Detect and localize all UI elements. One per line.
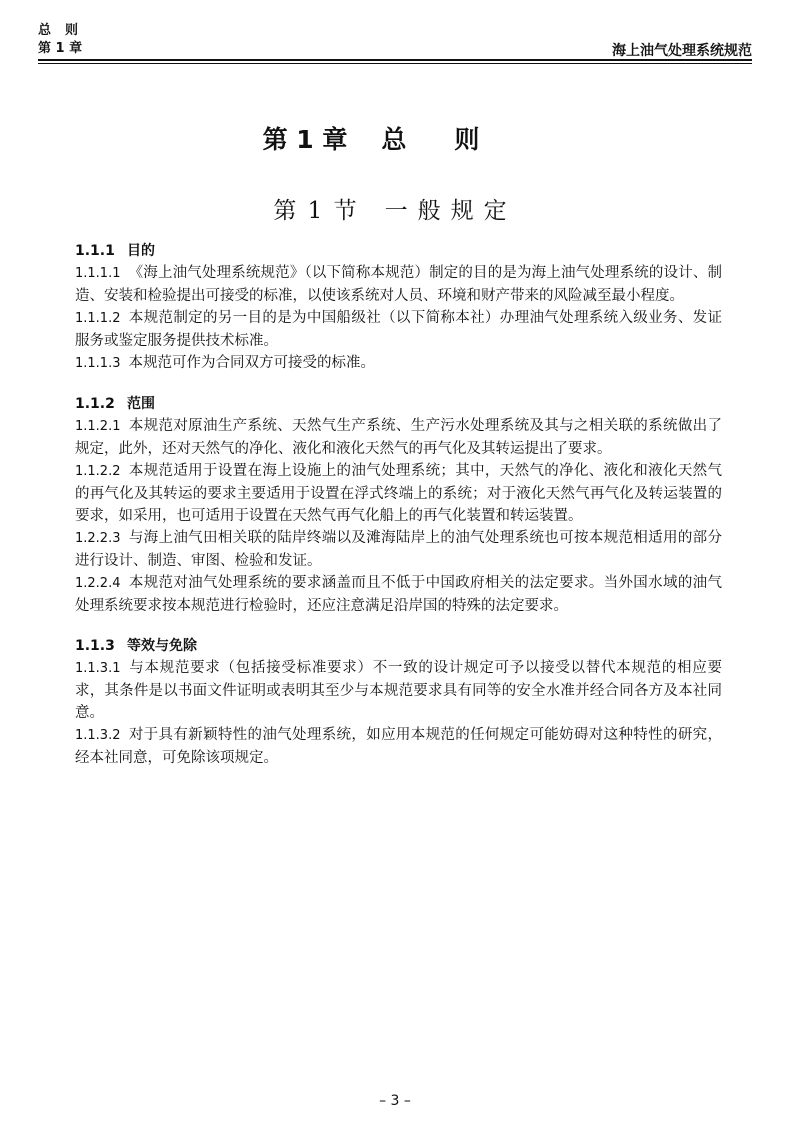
paragraph	[75, 572, 722, 617]
paragraph-text: 本规范可作为合同双方可接受的标准。	[128, 355, 375, 371]
page-number: – 3 –	[379, 1093, 411, 1109]
section-number: 第 1 节	[273, 198, 359, 224]
clause-title: 目的	[127, 243, 155, 259]
paragraph	[75, 460, 722, 527]
header-chapter-name: 总则	[38, 23, 93, 38]
paragraph-text: 本规范对原油生产系统、天然气生产系统、生产污水处理系统及其与之相关联的系统做出了规定，此外，还对天然气的净化、液化和液化天然气的再气化及其转运提出了要求。	[75, 418, 722, 457]
paragraph-text: 《海上油气处理系统规范》（以下简称本规范）制定的目的是为海上油气处理系统的设计、制造、安装和检验提出可接受的标准，以使该系统对人员、环境和财产带来的风险减至最小程度。	[75, 265, 722, 304]
header-rule-thick	[38, 59, 752, 61]
chapter-number: 第 1 章	[262, 125, 348, 154]
paragraph-number: 1.1.2.2	[75, 464, 121, 479]
paragraph	[75, 527, 722, 572]
body-content	[75, 240, 722, 769]
paragraph-number: 1.1.1.1	[75, 266, 121, 281]
paragraph-number: 1.1.1.3	[75, 356, 121, 371]
header-document-title: 海上油气处理系统规范	[612, 43, 752, 59]
paragraph-number: 1.1.2.1	[75, 419, 121, 434]
paragraph-text: 本规范对油气处理系统的要求涵盖而且不低于中国政府相关的法定要求。当外国水域的油气处理系统要求按本规范进行检验时，还应注意满足沿岸国的特殊的法定要求。	[75, 575, 722, 614]
header-rule-thin	[38, 63, 752, 64]
paragraph	[75, 415, 722, 460]
clause-heading	[75, 635, 722, 657]
paragraph-number: 1.2.2.4	[75, 576, 121, 591]
paragraph-number: 1.1.1.2	[75, 311, 121, 326]
clause-number: 1.1.3	[75, 638, 115, 654]
paragraph-number: 1.1.3.2	[75, 728, 121, 743]
clause-heading	[75, 240, 722, 262]
paragraph	[75, 262, 722, 307]
paragraph	[75, 657, 722, 724]
header-chapter-info	[38, 22, 92, 58]
paragraph	[75, 352, 722, 375]
paragraph-text: 与海上油气田相关联的陆岸终端以及滩海陆岸上的油气处理系统也可按本规范相适用的部分进行设计、制造、审图、检验和发证。	[75, 530, 722, 569]
chapter-name: 总则	[381, 125, 528, 154]
clause-heading	[75, 393, 722, 415]
clause-number: 1.1.2	[75, 396, 115, 412]
paragraph-number: 1.2.2.3	[75, 531, 121, 546]
running-header	[38, 20, 752, 62]
section-title	[0, 192, 790, 225]
paragraph-number: 1.1.3.1	[75, 661, 121, 676]
section-name: 一般规定	[384, 198, 517, 224]
paragraph	[75, 724, 722, 769]
chapter-title	[0, 120, 790, 156]
header-chapter-number: 第 1 章	[38, 41, 83, 56]
paragraph-text: 与本规范要求（包括接受标准要求）不一致的设计规定可予以接受以替代本规范的相应要求，其条件是以书面文件证明或表明其至少与本规范要求具有同等的安全水准并经合同各方及本社同意。	[75, 660, 722, 721]
clause-title: 范围	[127, 396, 155, 412]
paragraph	[75, 307, 722, 352]
paragraph-text: 本规范制定的另一目的是为中国船级社（以下简称本社）办理油气处理系统入级业务、发证服务或鉴定服务提供技术标准。	[75, 310, 722, 349]
clause-title: 等效与免除	[127, 638, 197, 654]
paragraph-text: 本规范适用于设置在海上设施上的油气处理系统；其中，天然气的净化、液化和液化天然气的再气化及其转运的要求主要适用于设置在浮式终端上的系统；对于液化天然气再气化及转运装置的要求，如采用，也可适用于设置在天然气再气化船上的再气化装置和转运装置。	[75, 463, 722, 524]
clause-number: 1.1.1	[75, 243, 115, 259]
paragraph-text: 对于具有新颖特性的油气处理系统，如应用本规范的任何规定可能妨碍对这种特性的研究，经本社同意，可免除该项规定。	[75, 727, 722, 766]
